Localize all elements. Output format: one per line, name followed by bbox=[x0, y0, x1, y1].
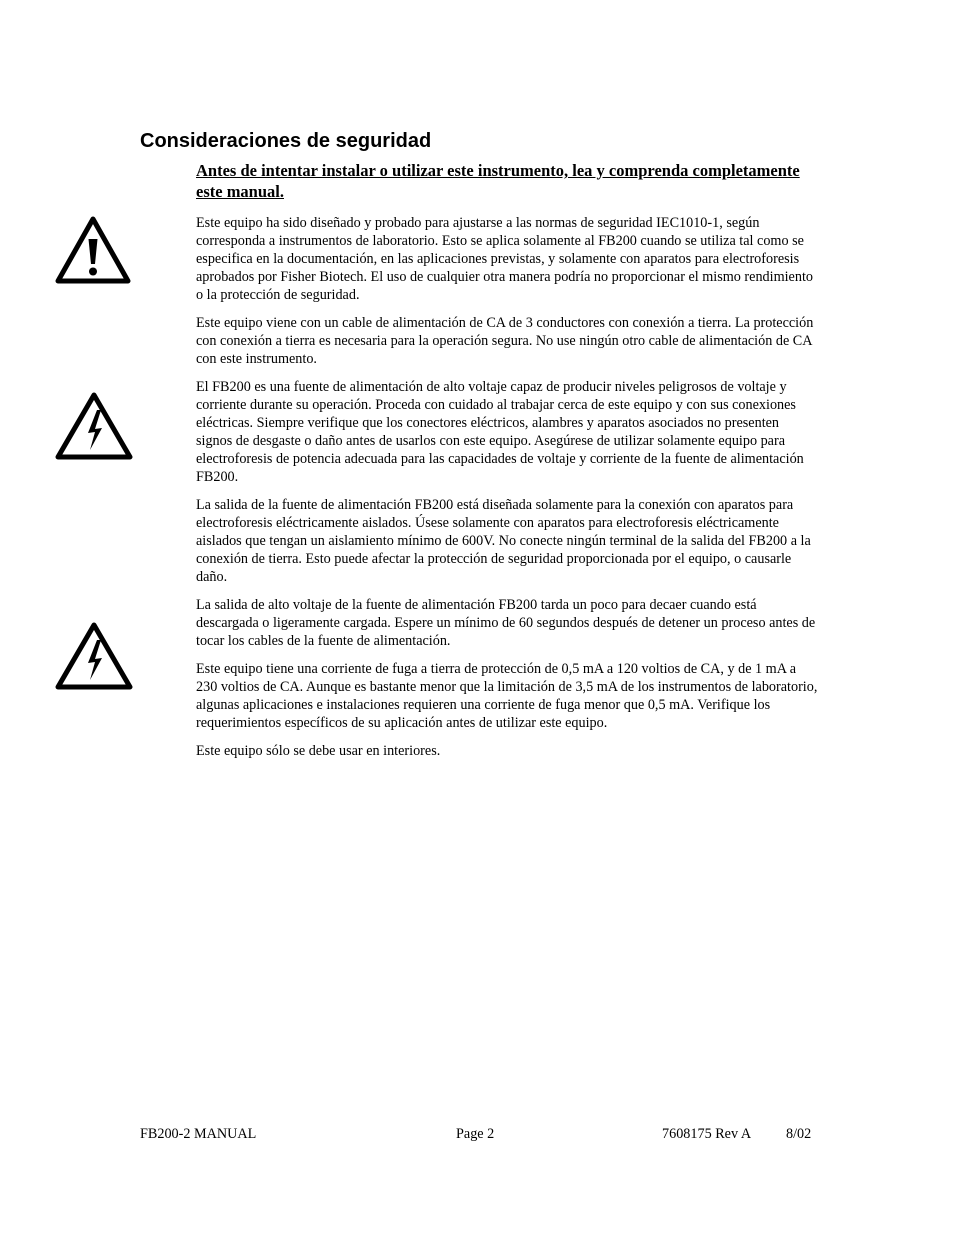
paragraph: Este equipo sólo se debe usar en interiores. bbox=[196, 743, 441, 759]
paragraph: La salida de la fuente de alimentación FB200 está diseñada solamente para la conexión con aparatos para electroforesis eléctricamente aislados. Úsese solamente con aparatos para electroforesis eléctricamente aislados que tengan un aislamiento mínimo de 600V. No conecte ningún terminal de la salida del FB200 a la conexión de tierra. Esto puede afectar la protección de seguridad proporcionada por el equipo, o causarle daño. bbox=[196, 497, 811, 585]
paragraph: Este equipo ha sido diseñado y probado para ajustarse a las normas de seguridad IEC1010-1, según corresponda a instrumentos de laboratorio. Esto se aplica solamente al FB200 cuando se utiliza tal como se especifica en la documentación, en las aplicaciones previstas, y solamente con aparatos para electroforesis aprobados por Fisher Biotech. El uso de cualquier otra manera podría no proporcionar el mismo rendimiento o la protección de seguridad. bbox=[196, 215, 813, 303]
paragraph: Este equipo tiene una corriente de fuga a tierra de protección de 0,5 mA a 120 voltios de CA, y de 1 mA a 230 voltios de CA. Aunque es bastante menor que la limitación de 3,5 mA de los instrumentos de laboratorio, algunas aplicaciones e instalaciones requieren una corriente de fuga menor que 0,5 mA. Verifique los requerimientos específicos de su aplicación antes de utilizar este equipo. bbox=[196, 661, 818, 731]
footer-page-number: Page 2 bbox=[456, 1126, 495, 1142]
page-title: Consideraciones de seguridad bbox=[140, 130, 432, 152]
high-voltage-warning-icon bbox=[54, 390, 134, 467]
paragraph: Este equipo viene con un cable de alimentación de CA de 3 conductores con conexión a tierra. La protección con conexión a tierra es necesaria para la operación segura. No use ningún otro cable de alimentación de CA con este instrumento. bbox=[196, 315, 814, 367]
intro-warning: Antes de intentar instalar o utilizar este instrumento, lea y comprenda completamente este manual. bbox=[196, 161, 800, 201]
footer-date: 8/02 bbox=[786, 1126, 812, 1142]
paragraph: El FB200 es una fuente de alimentación de alto voltaje capaz de producir niveles peligrosos de voltaje y corriente durante su operación. Proceda con cuidado al trabajar cerca de este equipo y con sus conexiones eléctricas. Siempre verifique que los conectores eléctricos, alambres y aparatos asociados no presenten signos de desgaste o daño antes de usarlos con este equipo. Asegúrese de utilizar solamente equipo para electroforesis de potencia adecuada para las capacidades de voltaje y corriente de la fuente de alimentación FB200. bbox=[196, 379, 804, 485]
paragraph: La salida de alto voltaje de la fuente de alimentación FB200 tarda un poco para decaer cuando está descargada o ligeramente cargada. Espere un mínimo de 60 segundos después de detener un proceso antes de tocar los cables de la fuente de alimentación. bbox=[196, 597, 816, 649]
safety-content bbox=[196, 160, 818, 770]
exclamation-warning-icon bbox=[54, 214, 132, 291]
footer-left: FB200-2 MANUAL bbox=[140, 1126, 257, 1142]
high-voltage-warning-icon bbox=[54, 620, 134, 697]
footer-document-code: 7608175 Rev A bbox=[662, 1126, 752, 1142]
